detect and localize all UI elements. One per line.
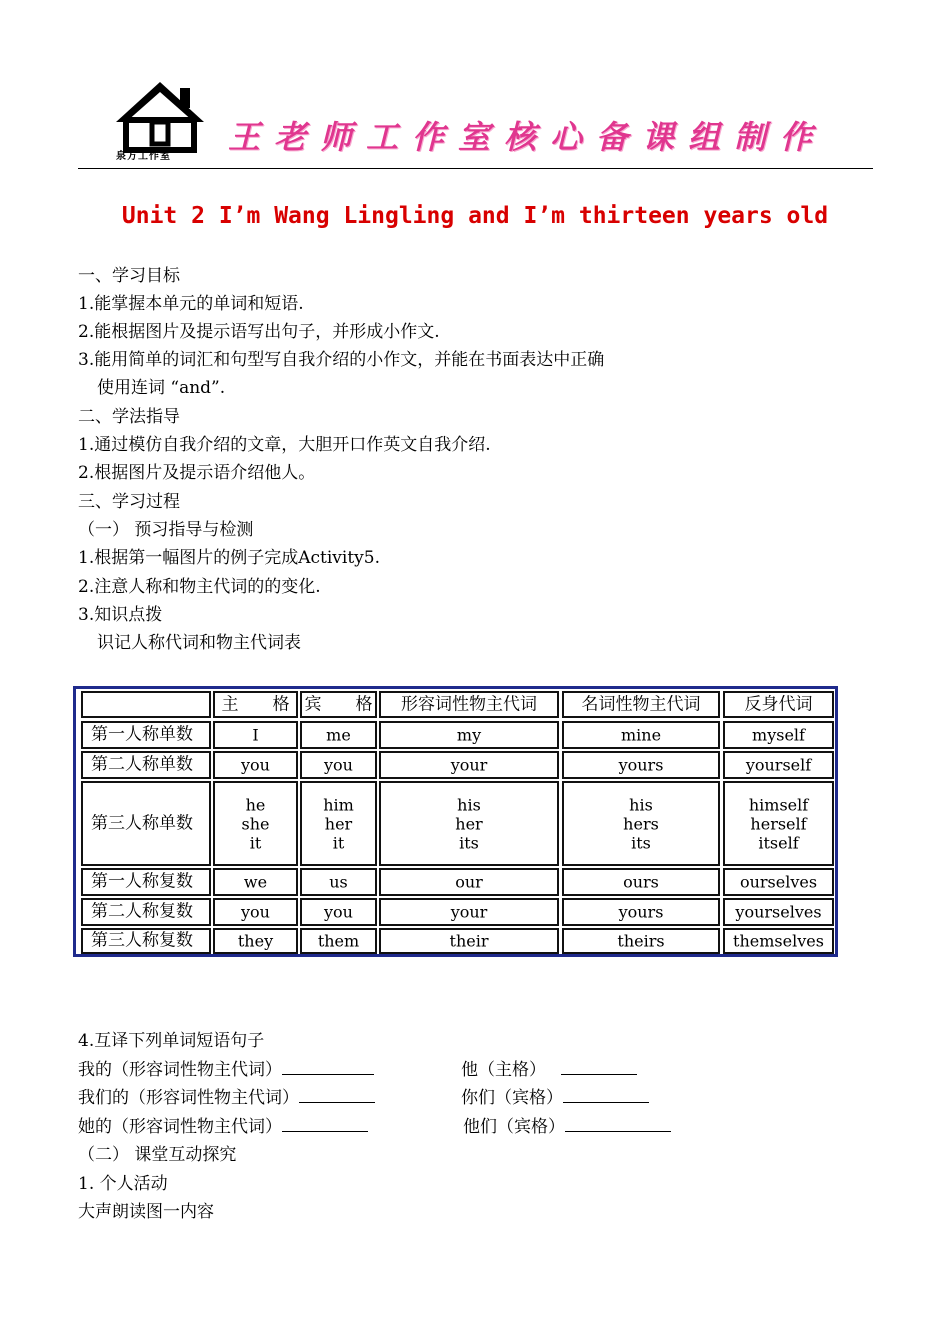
table-cell: I xyxy=(213,721,298,749)
section-heading: 二、学法指导 xyxy=(78,407,180,427)
section-heading: 一、学习目标 xyxy=(78,266,180,286)
table-cell: their xyxy=(379,928,559,954)
table-cell: theirs xyxy=(562,928,720,954)
table-cell: ours xyxy=(562,868,720,896)
table-row-label: 第三人称单数 xyxy=(81,781,211,866)
table-cell: ourselves xyxy=(723,868,834,896)
text-line: 2.注意人称和物主代词的的变化. xyxy=(78,577,321,597)
exercise-item: 她的（形容词性物主代词） xyxy=(78,1117,368,1137)
table-cell: yourselves xyxy=(723,898,834,926)
table-header-cell: 宾 格 xyxy=(300,691,377,718)
subsection-heading: （一） 预习指导与检测 xyxy=(78,520,254,540)
table-row-label: 第一人称复数 xyxy=(81,868,211,896)
table-cell: we xyxy=(213,868,298,896)
header-divider xyxy=(78,168,873,169)
table-row-label: 第一人称单数 xyxy=(81,721,211,749)
table-cell: myself xyxy=(723,721,834,749)
unit-title: Unit 2 I’m Wang Lingling and I’m thirteen years old xyxy=(121,203,829,229)
table-cell: you xyxy=(300,898,377,926)
table-cell: his her its xyxy=(379,781,559,866)
table-cell: they xyxy=(213,928,298,954)
table-cell: him her it xyxy=(300,781,377,866)
answer-blank[interactable] xyxy=(561,1060,637,1075)
table-cell: his hers its xyxy=(562,781,720,866)
answer-blank[interactable] xyxy=(565,1117,671,1132)
text-line: 3.知识点拨 xyxy=(78,605,163,625)
answer-blank[interactable] xyxy=(282,1117,368,1132)
text-line: 3.能用简单的词汇和句型写自我介绍的小作文，并能在书面表达中正确 xyxy=(78,350,605,370)
section-heading: 三、学习过程 xyxy=(78,492,180,512)
answer-blank[interactable] xyxy=(563,1088,649,1103)
table-cell: yourself xyxy=(723,751,834,779)
brand-title: 王老师工作室核心备课组制作 xyxy=(228,118,827,156)
text-line: 大声朗读图一内容 xyxy=(78,1202,214,1222)
table-row-label: 第二人称单数 xyxy=(81,751,211,779)
table-cell: me xyxy=(300,721,377,749)
answer-blank[interactable] xyxy=(299,1088,375,1103)
exercise-item: 他（主格） xyxy=(461,1060,637,1080)
exercise-item: 我们的（形容词性物主代词） xyxy=(78,1088,375,1108)
exercise-heading: 4.互译下列单词短语句子 xyxy=(78,1031,265,1051)
table-cell: yours xyxy=(562,751,720,779)
text-line: 2.根据图片及提示语介绍他人。 xyxy=(78,463,316,483)
exercise-item: 你们（宾格） xyxy=(461,1088,649,1108)
pronoun-table xyxy=(73,686,838,957)
table-cell: you xyxy=(300,751,377,779)
table-header-cell: 形容词性物主代词 xyxy=(379,691,559,718)
table-header-cell xyxy=(81,691,211,718)
exercise-item: 我的（形容词性物主代词） xyxy=(78,1060,374,1080)
table-cell: them xyxy=(300,928,377,954)
exercise-item: 他们（宾格） xyxy=(463,1117,671,1137)
subsection-heading: （二） 课堂互动探究 xyxy=(78,1145,237,1165)
text-line: 1. 个人活动 xyxy=(78,1174,168,1194)
table-row-label: 第二人称复数 xyxy=(81,898,211,926)
table-cell: he she it xyxy=(213,781,298,866)
answer-blank[interactable] xyxy=(282,1060,374,1075)
table-row-label: 第三人称复数 xyxy=(81,928,211,954)
table-cell: you xyxy=(213,751,298,779)
text-line: 2.能根据图片及提示语写出句子，并形成小作文. xyxy=(78,322,440,342)
table-cell: mine xyxy=(562,721,720,749)
table-cell: your xyxy=(379,898,559,926)
text-line: 1.能掌握本单元的单词和短语. xyxy=(78,294,304,314)
table-cell: you xyxy=(213,898,298,926)
table-cell: our xyxy=(379,868,559,896)
table-cell: himself herself itself xyxy=(723,781,834,866)
text-line: 识记人称代词和物主代词表 xyxy=(97,633,301,653)
text-line: 1.根据第一幅图片的例子完成Activity5. xyxy=(78,548,380,568)
text-line: 使用连词 “and”. xyxy=(97,378,226,398)
table-header-cell: 主 格 xyxy=(213,691,298,718)
table-cell: yours xyxy=(562,898,720,926)
table-header-cell: 反身代词 xyxy=(723,691,834,718)
logo-caption: 泉方工作室 xyxy=(116,151,171,162)
table-cell: your xyxy=(379,751,559,779)
text-line: 1.通过模仿自我介绍的文章，大胆开口作英文自我介绍. xyxy=(78,435,491,455)
table-cell: us xyxy=(300,868,377,896)
table-cell: my xyxy=(379,721,559,749)
table-cell: themselves xyxy=(723,928,834,954)
table-header-cell: 名词性物主代词 xyxy=(562,691,720,718)
